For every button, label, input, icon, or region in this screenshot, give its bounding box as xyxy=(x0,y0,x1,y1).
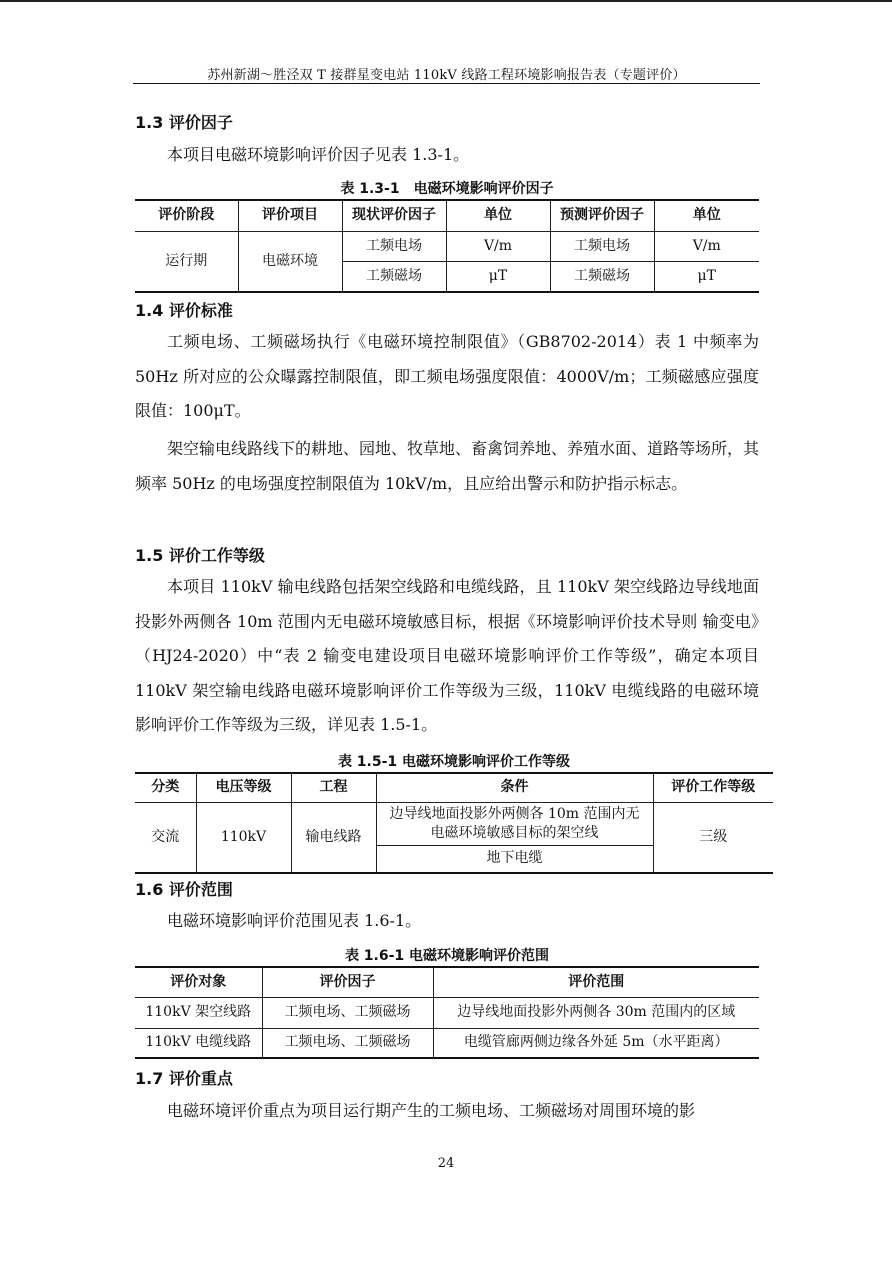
table-1-3-1-caption: 表 1.3-1 电磁环境影响评价因子 xyxy=(340,181,554,197)
table-row xyxy=(135,802,773,845)
cell-condition: 地下电缆 xyxy=(376,845,653,873)
col-header: 单位 xyxy=(654,200,759,231)
table-1-3-1 xyxy=(135,199,759,293)
cell-unit: μT xyxy=(654,261,759,292)
cell-voltage: 110kV xyxy=(196,802,291,873)
top-border-line xyxy=(0,0,892,2)
table-header-row xyxy=(135,200,759,231)
section-heading-1-5: 1.5 评价工作等级 xyxy=(135,546,265,565)
section-heading-1-6: 1.6 评价范围 xyxy=(135,880,233,899)
table-row xyxy=(135,1028,759,1058)
cell-unit: μT xyxy=(446,261,550,292)
cell-type: 交流 xyxy=(135,802,196,873)
paragraph-1-4-a: 工频电场、工频磁场执行《电磁环境控制限值》（GB8702-2014）表 1 中频率为 50Hz 所对应的公众曝露控制限值，即工频电场强度限值：4000V/m；工频磁感应强度限值：100μT。 xyxy=(135,332,759,420)
cell-factor: 工频电场、工频磁场 xyxy=(262,997,433,1028)
paragraph-1-6: 电磁环境影响评价范围见表 1.6-1。 xyxy=(167,911,422,930)
cell-current-factor: 工频磁场 xyxy=(342,261,446,292)
col-header: 评价项目 xyxy=(238,200,342,231)
table-1-5-1 xyxy=(135,772,773,874)
cell-unit: V/m xyxy=(446,231,550,261)
col-header: 现状评价因子 xyxy=(342,200,446,231)
running-header: 苏州新湖～胜泾双 T 接群星变电站 110kV 线路工程环境影响报告表（专题评价） xyxy=(207,68,686,83)
col-header: 条件 xyxy=(376,773,653,802)
col-header: 评价工作等级 xyxy=(653,773,773,802)
cell-object: 110kV 架空线路 xyxy=(135,997,262,1028)
cell-range: 电缆管廊两侧边缘各外延 5m（水平距离） xyxy=(433,1028,759,1058)
section-heading-1-7: 1.7 评价重点 xyxy=(135,1069,233,1088)
col-header: 单位 xyxy=(446,200,550,231)
cell-range: 边导线地面投影外两侧各 30m 范围内的区域 xyxy=(433,997,759,1028)
cell-current-factor: 工频电场 xyxy=(342,231,446,261)
col-header: 电压等级 xyxy=(196,773,291,802)
cell-unit: V/m xyxy=(654,231,759,261)
cell-object: 110kV 电缆线路 xyxy=(135,1028,262,1058)
table-1-6-1 xyxy=(135,966,759,1059)
table-row xyxy=(135,231,759,261)
col-header: 分类 xyxy=(135,773,196,802)
section-heading-1-4: 1.4 评价标准 xyxy=(135,301,233,320)
table-1-5-1-caption: 表 1.5-1 电磁环境影响评价工作等级 xyxy=(337,754,571,770)
cell-item: 电磁环境 xyxy=(238,231,342,292)
col-header: 评价范围 xyxy=(433,967,759,997)
col-header: 评价阶段 xyxy=(135,200,238,231)
cell-grade: 三级 xyxy=(653,802,773,873)
section-heading-1-3: 1.3 评价因子 xyxy=(135,113,233,132)
col-header: 评价对象 xyxy=(135,967,262,997)
paragraph-1-7: 电磁环境评价重点为项目运行期产生的工频电场、工频磁场对周围环境的影 xyxy=(167,1101,696,1120)
cell-factor: 工频电场、工频磁场 xyxy=(262,1028,433,1058)
cell-predict-factor: 工频磁场 xyxy=(550,261,654,292)
table-row xyxy=(135,997,759,1028)
cell-condition: 边导线地面投影外两侧各 10m 范围内无电磁环境敏感目标的架空线 xyxy=(376,802,653,845)
paragraph-1-4-b: 架空输电线路线下的耕地、园地、牧草地、畜禽饲养地、养殖水面、道路等场所，其频率 50Hz 的电场强度控制限值为 10kV/m，且应给出警示和防护指示标志。 xyxy=(135,439,760,493)
paragraph-1-3: 本项目电磁环境影响评价因子见表 1.3-1。 xyxy=(167,145,470,164)
paragraph-1-5: 本项目 110kV 输电线路包括架空线路和电缆线路，且 110kV 架空线路边导线地面投影外两侧各 10m 范围内无电磁环境敏感目标，根据《环境影响评价技术导则 输变电》（HJ24-2020）中“表 2 输变电建设项目电磁环境影响评价工作等级”，确定本项目 110kV 架空输电线路电磁环境影响评价工作等级为三级，110kV 电缆线路的电磁环境影响评价工作等级为三级，详见表 1.5-1。 xyxy=(135,577,759,734)
cell-stage: 运行期 xyxy=(135,231,238,292)
table-1-6-1-caption: 表 1.6-1 电磁环境影响评价范围 xyxy=(344,948,550,964)
table-header-row xyxy=(135,967,759,997)
col-header: 工程 xyxy=(291,773,376,802)
col-header: 预测评价因子 xyxy=(550,200,654,231)
cell-project: 输电线路 xyxy=(291,802,376,873)
header-rule xyxy=(133,83,760,84)
col-header: 评价因子 xyxy=(262,967,433,997)
table-header-row xyxy=(135,773,773,802)
page-number: 24 xyxy=(437,1156,455,1171)
cell-predict-factor: 工频电场 xyxy=(550,231,654,261)
